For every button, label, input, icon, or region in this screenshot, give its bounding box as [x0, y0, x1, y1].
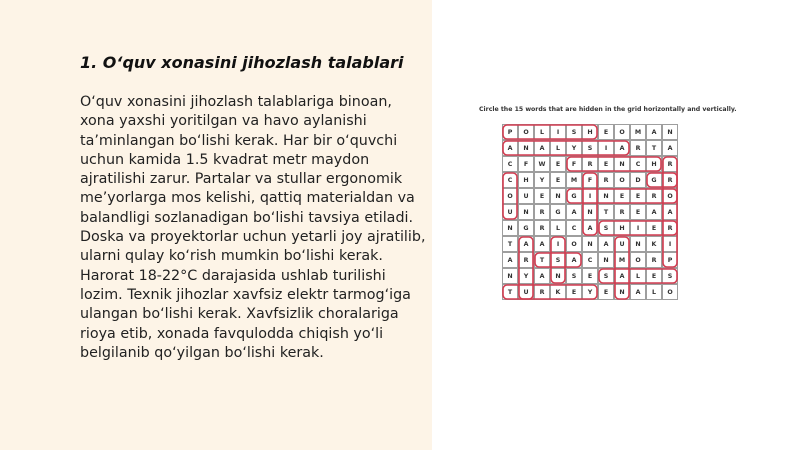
grid-cell: I — [662, 236, 678, 252]
grid-cell: A — [646, 124, 662, 140]
grid-cell: N — [502, 220, 518, 236]
section-heading: 1. O‘quv xonasini jihozlash talablari — [80, 53, 404, 72]
grid-cell: K — [646, 236, 662, 252]
grid-cell: N — [598, 252, 614, 268]
grid-cell: O — [614, 124, 630, 140]
grid-cell: N — [662, 124, 678, 140]
grid-cell: T — [502, 284, 518, 300]
grid-cell: A — [598, 236, 614, 252]
grid-cell: I — [598, 140, 614, 156]
grid-cell: Y — [582, 284, 598, 300]
grid-cell: G — [566, 188, 582, 204]
grid-cell: A — [646, 204, 662, 220]
grid-cell: N — [518, 140, 534, 156]
grid-cell: L — [534, 124, 550, 140]
grid-cell: M — [614, 252, 630, 268]
puzzle-instruction-text: Circle the 15 words that are hidden in the grid horizontally and vertically. — [479, 106, 737, 113]
grid-cell: T — [598, 204, 614, 220]
grid-cell: E — [550, 156, 566, 172]
grid-cell: L — [646, 284, 662, 300]
grid-cell: R — [534, 220, 550, 236]
grid-cell: D — [630, 172, 646, 188]
grid-cell: H — [614, 220, 630, 236]
grid-cell: O — [614, 172, 630, 188]
grid-cell: S — [598, 220, 614, 236]
grid-cell: F — [566, 156, 582, 172]
grid-cell: R — [646, 188, 662, 204]
grid-cell: A — [534, 140, 550, 156]
grid-cell: H — [582, 124, 598, 140]
grid-cell: E — [598, 156, 614, 172]
grid-cell: S — [566, 124, 582, 140]
grid-cell: U — [518, 284, 534, 300]
grid-cell: W — [534, 156, 550, 172]
grid-cell: C — [582, 252, 598, 268]
grid-cell: R — [518, 252, 534, 268]
grid-cell: I — [550, 236, 566, 252]
grid-cell: A — [534, 236, 550, 252]
grid-cell: N — [582, 236, 598, 252]
grid-cell: Y — [518, 268, 534, 284]
grid-cell: N — [502, 268, 518, 284]
grid-cell: H — [518, 172, 534, 188]
grid-cell: T — [646, 140, 662, 156]
grid-cell: A — [502, 140, 518, 156]
grid-cell: Y — [534, 172, 550, 188]
grid-cell: E — [630, 188, 646, 204]
grid-cell: R — [630, 140, 646, 156]
puzzle-instruction — [476, 106, 737, 113]
grid-cell: E — [550, 172, 566, 188]
grid-cell: N — [518, 204, 534, 220]
grid-cell: L — [630, 268, 646, 284]
grid-cell: N — [630, 236, 646, 252]
grid-cell: O — [630, 252, 646, 268]
grid-cell: T — [534, 252, 550, 268]
grid-cell: R — [598, 172, 614, 188]
grid-cell: R — [534, 284, 550, 300]
grid-cell: A — [662, 204, 678, 220]
word-search-image — [476, 98, 737, 304]
grid-cell: A — [534, 268, 550, 284]
grid-cell: I — [630, 220, 646, 236]
grid-cell: R — [662, 156, 678, 172]
grid-cell: A — [582, 220, 598, 236]
grid-cell: N — [614, 156, 630, 172]
grid-cell: M — [630, 124, 646, 140]
grid-cell: N — [614, 284, 630, 300]
grid-cell: C — [502, 156, 518, 172]
grid-cell: E — [534, 188, 550, 204]
grid-cell: M — [566, 172, 582, 188]
grid-cell: F — [582, 172, 598, 188]
grid-cell: R — [646, 252, 662, 268]
grid-cell: N — [582, 204, 598, 220]
grid-cell: U — [614, 236, 630, 252]
grid-cell: G — [550, 204, 566, 220]
grid-cell: R — [662, 172, 678, 188]
grid-cell: E — [598, 284, 614, 300]
grid-cell: N — [550, 268, 566, 284]
grid-cell: Y — [566, 140, 582, 156]
grid-cell: A — [502, 252, 518, 268]
grid-cell: K — [550, 284, 566, 300]
grid-cell: G — [646, 172, 662, 188]
grid-cell: I — [550, 124, 566, 140]
grid-cell: A — [566, 252, 582, 268]
grid-cell: E — [614, 188, 630, 204]
grid-cell: S — [566, 268, 582, 284]
grid-cell: T — [502, 236, 518, 252]
grid-cell: R — [662, 220, 678, 236]
grid-cell: I — [582, 188, 598, 204]
grid-cell: S — [662, 268, 678, 284]
grid-cell: F — [518, 156, 534, 172]
grid-cell: G — [518, 220, 534, 236]
grid-cell: O — [518, 124, 534, 140]
grid-cell: E — [630, 204, 646, 220]
grid-cell: L — [550, 220, 566, 236]
grid-cell: S — [598, 268, 614, 284]
grid-cell: C — [566, 220, 582, 236]
body-paragraph: O‘quv xonasini jihozlash talablariga binoan, xona yaxshi yoritilgan va havo aylanishi ta’minlangan bo‘lishi kerak. Har bir o‘quvchi uchun kamida 1.5 kvadrat metr maydon ajratilishi zarur. Partalar va stullar ergonomik me’yorlarga mos kelishi, qattiq materialdan va balandligi sozlanadigan bo‘lishi tavsiya etiladi. Doska va proyektorlar uchun yetarli joy ajratilib, ularni qulay ko‘rish mumkin bo‘lishi kerak. Harorat 18-22°C darajasida ushlab turilishi lozim. Texnik jihozlar xavfsiz elektr tarmog‘iga ulangan bo‘lishi kerak. Xavfsizlik choralariga rioya etib, xonada favqulodda chiqish yo‘li belgilanib qo‘yilgan bo‘lishi kerak. — [80, 94, 426, 361]
grid-cell: R — [582, 156, 598, 172]
grid-cell: S — [582, 140, 598, 156]
grid-cell: L — [550, 140, 566, 156]
grid-cell: N — [598, 188, 614, 204]
grid-cell: U — [518, 188, 534, 204]
grid-cell: A — [614, 268, 630, 284]
grid-cell: C — [630, 156, 646, 172]
grid-cell: O — [662, 284, 678, 300]
grid-cell: S — [550, 252, 566, 268]
grid-cell: A — [518, 236, 534, 252]
grid-cell: E — [646, 220, 662, 236]
grid-cell: O — [566, 236, 582, 252]
grid-cell: E — [582, 268, 598, 284]
grid-cell: E — [646, 268, 662, 284]
grid-cell: A — [662, 140, 678, 156]
grid-cell: R — [614, 204, 630, 220]
grid-cell: A — [630, 284, 646, 300]
grid-cell: O — [502, 188, 518, 204]
grid-cell: P — [502, 124, 518, 140]
grid-cell: E — [598, 124, 614, 140]
grid-cell: N — [550, 188, 566, 204]
grid-cell: A — [614, 140, 630, 156]
grid-cell: C — [502, 172, 518, 188]
grid-cell: R — [534, 204, 550, 220]
grid-cell: E — [566, 284, 582, 300]
grid-cell: P — [662, 252, 678, 268]
grid-cell: A — [566, 204, 582, 220]
grid-cell: O — [662, 188, 678, 204]
grid-cell: H — [646, 156, 662, 172]
grid-cell: U — [502, 204, 518, 220]
